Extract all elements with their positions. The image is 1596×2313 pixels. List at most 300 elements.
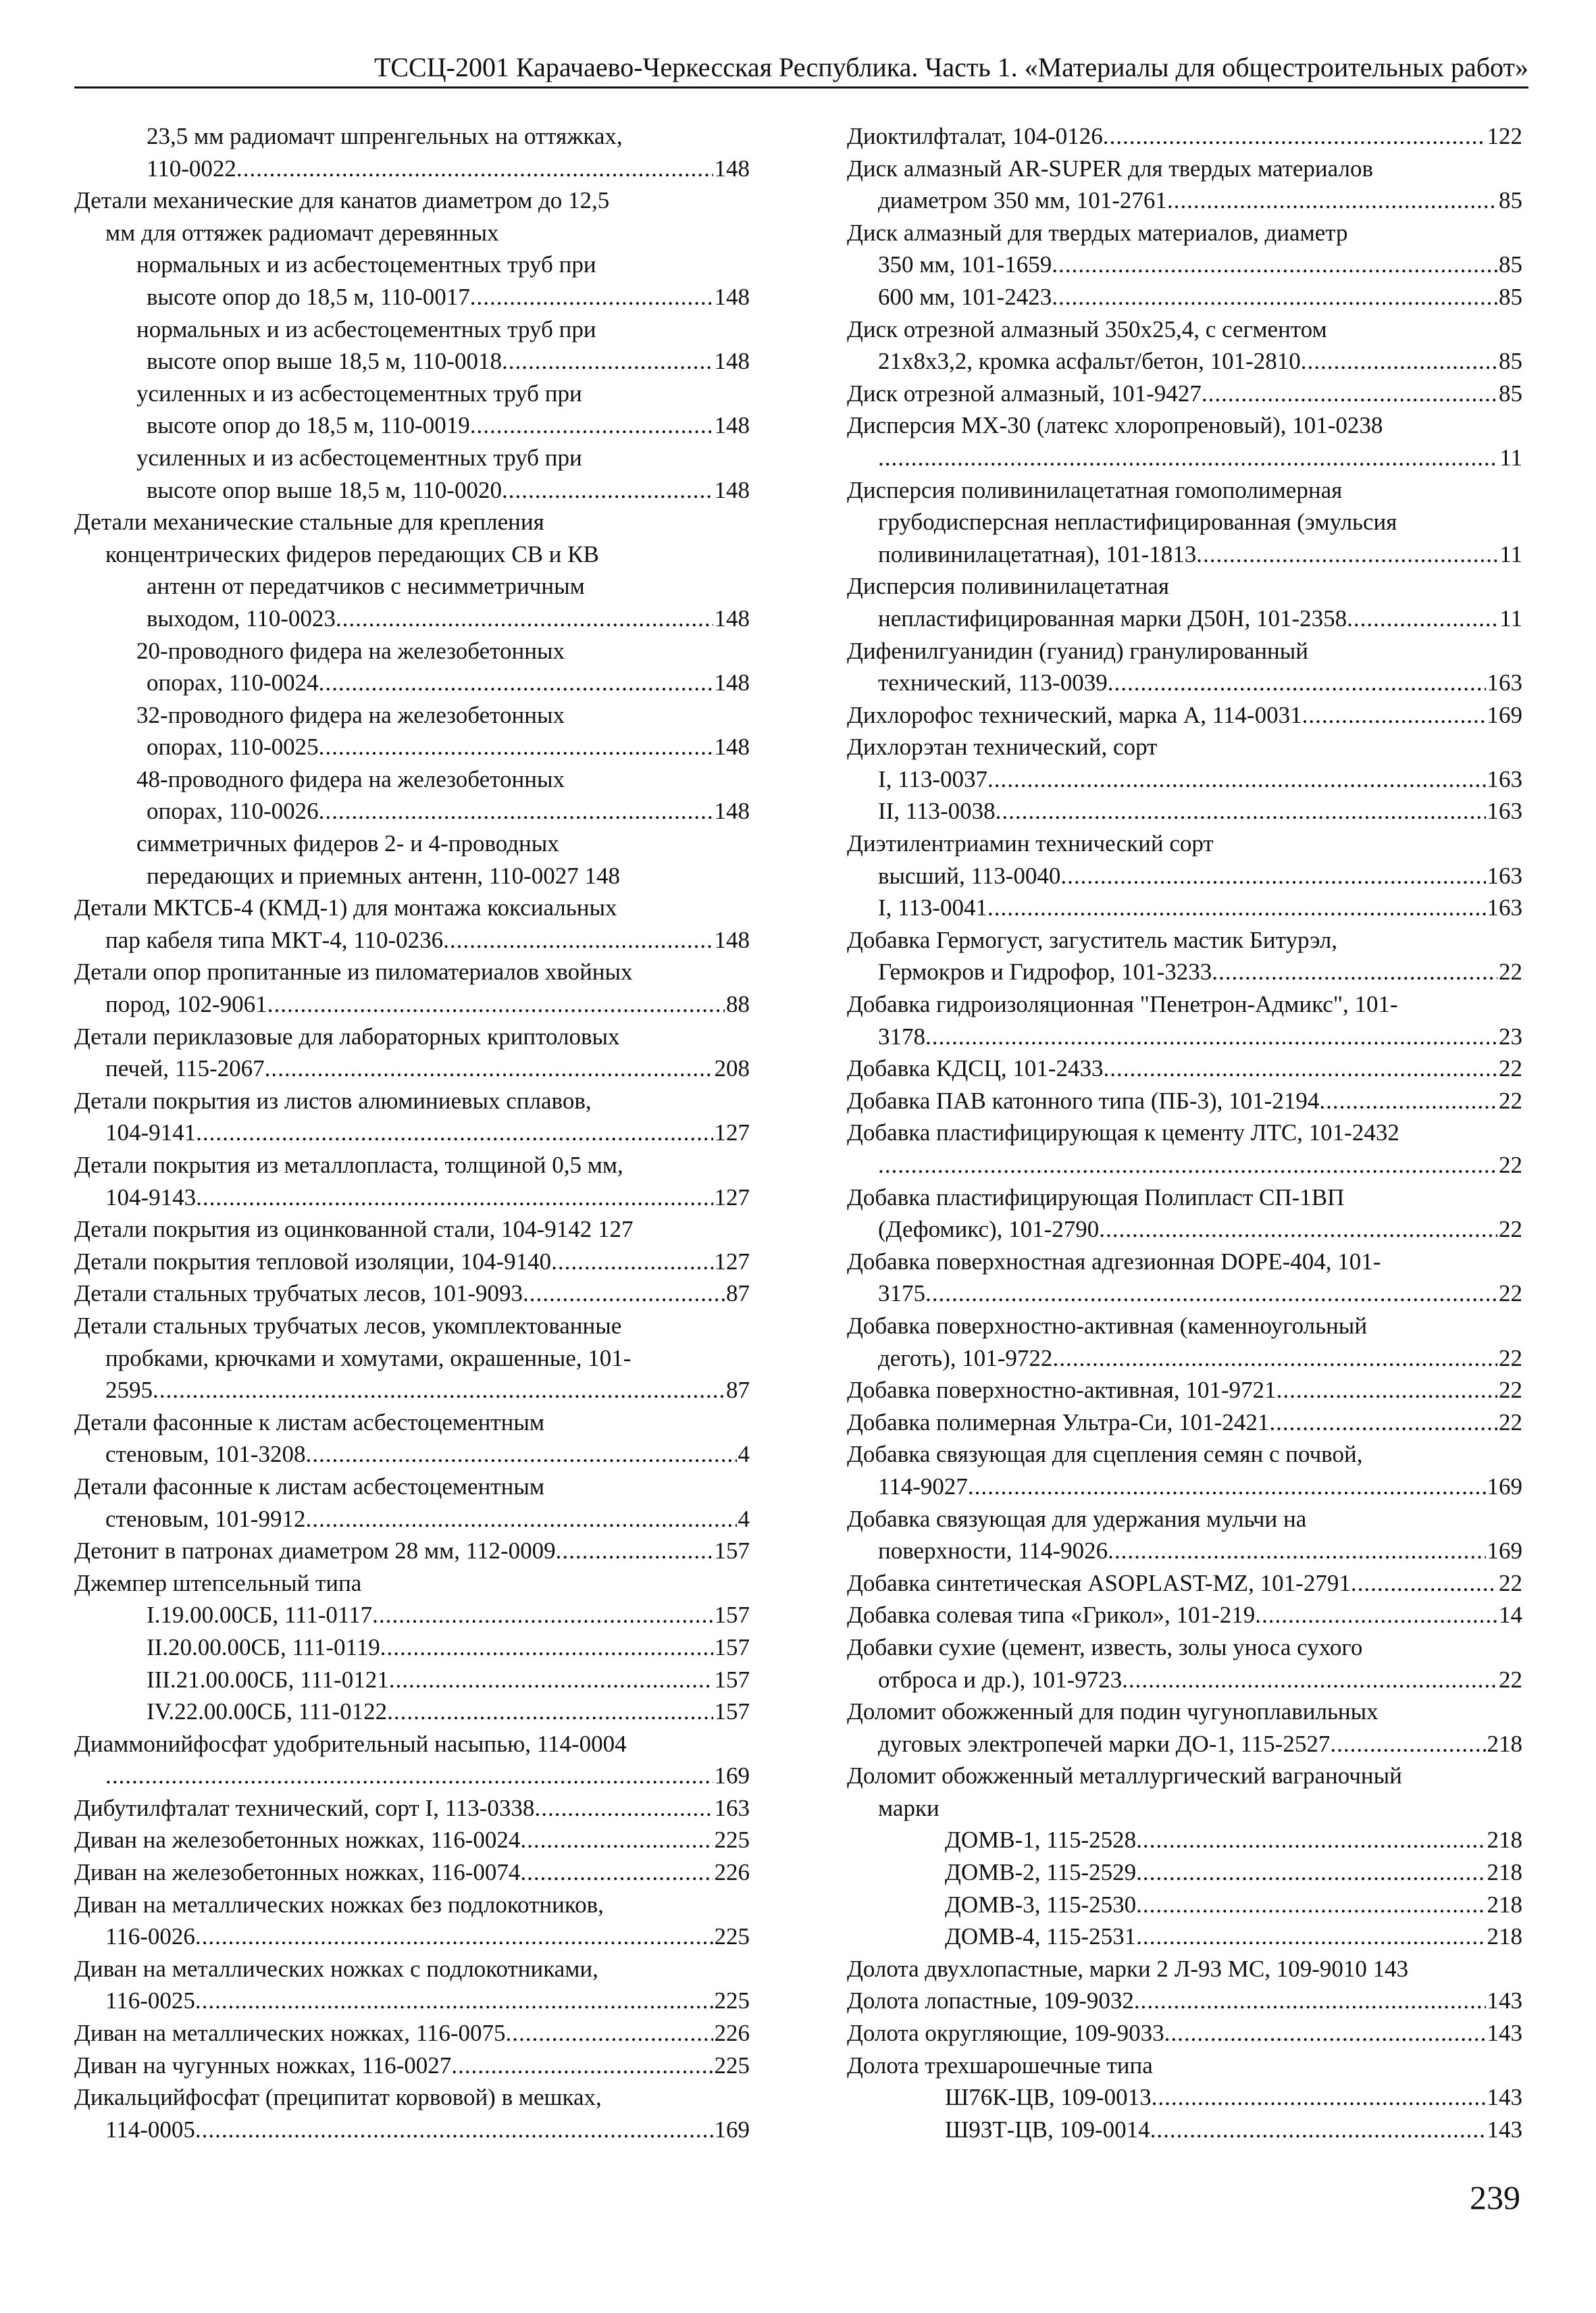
page-reference: 22 [1499,1055,1522,1082]
entry-text: ДОМВ-3, 115-2530 [945,1891,1137,1918]
dot-leader [1150,2114,1486,2146]
index-entry-line [847,2081,1522,2114]
index-entry-line: Доломит обожженный металлургический ваграночный [847,1762,1402,1789]
dot-leader [534,1792,713,1825]
entry-text: Детали стальных трубчатых лесов, 101-9093 [74,1280,523,1307]
dot-leader [1301,345,1497,378]
index-entry [74,828,750,892]
index-entry [74,1792,750,1825]
dot-leader [520,1856,713,1889]
page-reference: 11 [1499,605,1522,632]
index-entry-line [847,2114,1522,2146]
index-entry-line [847,1889,1522,1921]
index-entry [74,1310,750,1406]
index-entry-line [847,1535,1522,1567]
index-entry-line: марки [878,1794,939,1821]
index-entry [847,313,1522,378]
entry-text: технический, 113-0039 [878,669,1108,696]
page-reference: 218 [1487,1923,1522,1950]
index-entry [847,699,1522,732]
index-entry-line: 23,5 мм радиомачт шпренгельных на оттяжках, [147,123,623,149]
page-reference: 157 [714,1666,750,1693]
page-reference: 225 [714,1987,750,2014]
index-entry-line: Добавка поверхностная адгезионная DOPE-404, 101- [847,1248,1381,1275]
dot-leader [451,2050,713,2082]
entry-text: 2595 [105,1377,153,1404]
page-reference: 218 [1487,1827,1522,1854]
dot-leader [502,474,713,507]
index-entry-line [74,1985,750,2017]
index-entry-line: Добавка связующая для удержания мульчи на [847,1505,1307,1532]
index-entry [847,988,1522,1052]
dot-leader [267,988,725,1021]
index-entry-line: Детали стальных трубчатых лесов, укомплектованные [74,1312,622,1339]
page-reference: 225 [714,1923,750,1950]
entry-text: 104-9143 [105,1184,197,1211]
page-reference: 11 [1499,540,1522,567]
dot-leader [1060,860,1485,892]
index-entry-line [847,1213,1522,1246]
index-entry-line [74,1246,750,1278]
index-entry-line [847,1985,1522,2017]
index-entry-line [847,378,1522,410]
page-reference: 169 [714,1762,750,1789]
index-entry [847,1052,1522,1085]
page-reference: 225 [714,1827,750,1854]
index-column-left [74,120,750,2145]
page-reference: 22 [1499,1569,1522,1596]
index-entry-line [847,538,1522,571]
dot-leader [1136,1889,1485,1921]
dot-leader [1052,281,1497,313]
dot-leader [443,924,713,957]
page-reference: 163 [1487,862,1522,889]
page-reference: 22 [1499,1216,1522,1243]
index-entry [847,1599,1522,1631]
index-entry [74,1889,750,1953]
index-entry-line: Добавка связующая для сцепления семян с почвой, [847,1441,1363,1468]
index-entry [847,924,1522,988]
index-entry-line: Диаммонийфосфат удобрительный насыпью, 114-0004 [74,1730,627,1757]
page-reference: 169 [714,2116,750,2143]
dot-leader [105,1760,713,1792]
index-entry-line: Детали механические для канатов диаметром до 12,5 [74,187,610,214]
dot-leader [502,345,713,378]
dot-leader [523,1277,725,1310]
index-entry-line: Детали механические стальные для крепления [74,509,544,536]
entry-text: высший, 113-0040 [878,862,1061,889]
entry-text: 3178 [878,1023,925,1050]
index-entry [847,1567,1522,1600]
index-entry [847,1246,1522,1310]
index-entry [74,1696,750,1728]
index-entry [74,1953,750,2017]
entry-text: деготь), 101-9722 [878,1344,1053,1371]
dot-leader [1103,120,1486,153]
index-entry [847,1438,1522,1502]
page-reference: 163 [1487,669,1522,696]
index-entry-line [847,1856,1522,1889]
page-reference: 163 [1487,765,1522,792]
index-entry-line [74,1374,750,1406]
index-entry-line [847,699,1522,732]
index-entry [847,1953,1522,1985]
dot-leader [196,1181,713,1214]
index-entry [74,2017,750,2050]
index-entry-line [74,1052,750,1085]
dot-leader [1104,1052,1498,1085]
page-reference: 11 [1499,444,1522,471]
entry-text: ДОМВ-4, 115-2531 [945,1923,1137,1950]
page-reference: 22 [1499,1666,1522,1693]
dot-leader [195,1985,713,2017]
index-entry [847,1631,1522,1696]
index-entry-line [847,120,1522,153]
dot-leader [305,1438,736,1471]
dot-leader [925,1021,1497,1053]
dot-leader [380,1631,713,1664]
entry-text: Добавка поверхностно-активная, 101-9721 [847,1377,1277,1404]
index-entry-line: Дихлорэтан технический, сорт [847,734,1158,761]
page-reference: 148 [714,669,750,696]
index-entry [847,217,1522,313]
dot-leader [1164,2017,1486,2050]
index-entry-line [74,281,750,313]
index-entry-line: Добавка пластифицирующая к цементу ЛТС, 101-2432 [847,1119,1399,1146]
page-reference: 148 [714,476,750,503]
page-reference: 143 [1487,2020,1522,2047]
index-entry-line [847,1921,1522,1953]
entry-text: III.21.00.00СБ, 111-0121 [147,1666,389,1693]
entry-text: пород, 102-9061 [105,991,267,1018]
index-entry [847,1985,1522,2017]
dot-leader [470,281,713,313]
index-entry-line [847,442,1522,474]
index-entry-line [74,1503,750,1535]
index-entry [74,184,750,249]
index-entry-line [847,1599,1522,1631]
index-entry-line [74,1277,750,1310]
dot-leader [1136,1921,1485,1953]
index-entry [847,2050,1522,2146]
dot-leader [1330,1728,1485,1760]
dot-leader [319,667,713,699]
index-entry [847,1181,1522,1246]
entry-text: пар кабеля типа МКТ-4, 110-0236 [105,926,444,953]
index-entry-line [847,1471,1522,1503]
entry-text: поливинилацетатная), 101-1813 [878,540,1197,567]
entry-text: Гермокров и Гидрофор, 101-3233 [878,959,1212,986]
page-reference: 87 [726,1280,750,1307]
index-entry-line: пробками, крючками и хомутами, окрашенные, 101- [105,1344,632,1371]
dot-leader [1052,1342,1497,1375]
dot-leader [506,2017,713,2050]
index-entry-line [74,2050,750,2082]
page-reference: 157 [714,1698,750,1725]
dot-leader [878,442,1498,474]
entry-text: 110-0022 [147,155,236,182]
index-entry [847,1760,1522,1953]
entry-text: Добавка полимерная Ультра-Си, 101-2421 [847,1408,1270,1435]
page-reference: 143 [1487,1987,1522,2014]
dot-leader [1134,1985,1486,2017]
index-entry-line: Диван на металлических ножках с подлокотниками, [74,1955,598,1982]
entry-text: I, 113-0037 [878,765,988,792]
entry-text: Добавка КДСЦ, 101-2433 [847,1055,1104,1082]
entry-text: 21x8x3,2, кромка асфальт/бетон, 101-2810 [878,348,1301,375]
index-entry-line: Джемпер штепсельный типа [74,1569,362,1596]
entry-text: 116-0026 [105,1923,195,1950]
dot-leader [1052,249,1497,281]
page-reference: 85 [1499,187,1522,214]
entry-text: II.20.00.00СБ, 111-0119 [147,1633,380,1660]
entry-text: Детонит в патронах диаметром 28 мм, 112-0009 [74,1537,556,1565]
dot-leader [196,1117,713,1149]
page-reference: 163 [1487,894,1522,921]
index-entry-line: Добавки сухие (цемент, известь, золы уноса сухого [847,1633,1363,1660]
entry-text: дуговых электропечей марки ДО-1, 115-2527 [878,1730,1331,1757]
index-entry-line [74,409,750,442]
page-reference: 163 [1487,798,1522,825]
dot-leader [1277,1374,1497,1406]
entry-text: II, 113-0038 [878,798,996,825]
index-entry-line [847,1406,1522,1439]
dot-leader [968,1471,1486,1503]
index-entry-line [847,1277,1522,1310]
dot-leader [1269,1406,1497,1439]
dot-leader [1202,378,1497,410]
dot-leader [195,1921,713,1953]
index-entry-line [74,1824,750,1856]
page-reference: 169 [1487,1537,1522,1565]
dot-leader [551,1246,713,1278]
index-entry [74,763,750,828]
entry-text: высоте опор до 18,5 м, 110-0017 [147,283,470,310]
page-reference: 226 [714,2020,750,2047]
page-reference: 22 [1499,959,1522,986]
page-reference: 148 [714,926,750,953]
index-entry-line: Долота трехшарошечные типа [847,2052,1153,2079]
index-entry [74,2081,750,2145]
page-reference: 22 [1499,1408,1522,1435]
dot-leader [387,1696,713,1728]
entry-text: диаметром 350 мм, 101-2761 [878,187,1167,214]
dot-leader [470,409,713,442]
page-reference: 208 [714,1055,750,1082]
page-reference: 218 [1487,1730,1522,1757]
dot-leader [987,763,1485,796]
index-entry-line: Детали опор пропитанные из пиломатериалов хвойных [74,959,633,986]
index-entry [74,1471,750,1535]
index-entry [847,2017,1522,2050]
index-entry-line [74,153,750,185]
entry-text: Диск отрезной алмазный, 101-9427 [847,380,1202,407]
page-reference: 226 [714,1859,750,1886]
index-entry-line: Дисперсия поливинилацетатная гомополимерная [847,476,1343,503]
index-entry [74,1213,750,1246]
index-entry-line [847,763,1522,796]
index-entry-line [74,1631,750,1664]
index-entry [847,1310,1522,1374]
index-entry-line: Детали покрытия из металлопласта, толщиной 0,5 мм, [74,1152,623,1178]
running-header: ТССЦ-2001 Карачаево-Черкесская Республика. Часть 1. «Материалы для общестроительных работ» [74,53,1528,88]
entry-text: опорах, 110-0026 [147,798,319,825]
entry-text: высоте опор до 18,5 м, 110-0019 [147,412,470,439]
index-entry [74,1824,750,1856]
entry-text: (Дефомикс), 101-2790 [878,1216,1100,1243]
index-entry-line: 32-проводного фидера на железобетонных [136,701,565,728]
index-entry-line: нормальных и из асбестоцементных труб при [136,251,596,278]
index-entry-line [74,667,750,699]
entry-text: Диоктилфталат, 104-0126 [847,123,1103,149]
index-entry [847,409,1522,474]
index-entry [74,1856,750,1889]
index-entry [74,1021,750,1085]
dot-leader [236,153,713,185]
dot-leader [520,1824,713,1856]
index-entry [847,1503,1522,1567]
entry-text: Дихлорофос технический, марка А, 114-0031 [847,701,1302,728]
index-entry [74,249,750,313]
index-entry-line [74,1792,750,1825]
entry-text: Добавка солевая типа «Грикол», 101-219 [847,1602,1256,1629]
index-entry [74,313,750,378]
index-entry-line: нормальных и из асбестоцементных труб при [136,315,596,342]
entry-text: высоте опор выше 18,5 м, 110-0020 [147,476,502,503]
dot-leader [336,603,713,635]
index-entry-line [847,184,1522,217]
index-entry-line [74,795,750,828]
index-entry-line [74,1181,750,1214]
entry-text: Диван на железобетонных ножках, 116-0024 [74,1827,521,1854]
dot-leader [556,1535,713,1567]
index-entry-line: Диск алмазный AR-SUPER для твердых материалов [847,155,1373,182]
page-reference: 157 [714,1633,750,1660]
index-entry-line [847,795,1522,828]
dot-leader [996,795,1486,828]
index-entry [847,1374,1522,1406]
entry-text: Дибутилфталат технический, сорт I, 113-0338 [74,1794,535,1821]
index-entry [74,1277,750,1310]
entry-text: стеновым, 101-3208 [105,1441,306,1468]
page-reference: 148 [714,348,750,375]
index-entry-line [74,731,750,763]
index-entry [74,1664,750,1696]
entry-text: 3175 [878,1280,925,1307]
entry-text: 104-9141 [105,1119,197,1146]
index-entry [847,1085,1522,1117]
index-entry [74,1728,750,1792]
index-entry [847,828,1522,924]
page-reference: 143 [1487,2116,1522,2143]
index-entry-line: передающих и приемных антенн, 110-0027 148 [147,862,621,889]
index-entry-line [847,345,1522,378]
page-reference: 22 [1499,1087,1522,1114]
entry-text: высоте опор выше 18,5 м, 110-0018 [147,348,502,375]
index-column-right [847,120,1522,2145]
dot-leader [1108,667,1486,699]
index-entry-line [74,1856,750,1889]
index-entry-line: Дисперсия поливинилацетатная [847,573,1169,600]
index-entry [74,1149,750,1213]
dot-leader [389,1664,713,1696]
entry-text: I.19.00.00СБ, 111-0117 [147,1602,373,1629]
index-entry-line: Диск алмазный для твердых материалов, диаметр [847,219,1348,246]
page-reference: 148 [714,155,750,182]
page-reference: 148 [714,412,750,439]
page-reference: 127 [714,1248,750,1275]
index-entry [74,956,750,1020]
index-entry-line: антенн от передатчиков с несимметричным [147,573,585,600]
page-reference: 23 [1499,1023,1522,1050]
index-entry [847,1696,1522,1760]
index-entry [74,1567,750,1600]
index-entry-line [74,1599,750,1631]
index-entry-line [847,1052,1522,1085]
entry-text: поверхности, 114-9026 [878,1537,1108,1565]
page-reference: 4 [738,1441,750,1468]
dot-leader [319,795,713,828]
index-entry-line [74,1921,750,1953]
page-reference: 85 [1499,380,1522,407]
entry-text: непластифицированная марки Д50Н, 101-2358 [878,605,1347,632]
page-reference: 148 [714,283,750,310]
index-entry [74,120,750,184]
index-entry [74,378,750,442]
entry-text: Диван на металлических ножках, 116-0075 [74,2020,506,2047]
index-entry [74,2050,750,2082]
index-entry-line: Добавка Гермогуст, загуститель мастик Битурэл, [847,926,1337,953]
index-entry-line: симметричных фидеров 2- и 4-проводных [136,830,559,857]
index-entry [847,153,1522,217]
index-entry-line [847,860,1522,892]
index-entry-line [847,1824,1522,1856]
index-entry-line: Дисперсия МХ-30 (латекс хлоропреновый), 101-0238 [847,412,1383,439]
entry-text: 114-9027 [878,1473,968,1500]
dot-leader [1255,1599,1497,1631]
entry-text: I, 113-0041 [878,894,988,921]
entry-text: Диван на чугунных ножках, 116-0027 [74,2052,452,2079]
index-entry-line [74,1696,750,1728]
index-entry-line [847,1567,1522,1600]
page-reference: 22 [1499,1152,1522,1178]
index-entry [74,1535,750,1567]
entry-text: Долота округляющие, 109-9033 [847,2020,1164,2047]
index-entry-line [847,1085,1522,1117]
page-reference: 4 [738,1505,750,1532]
dot-leader [305,1503,736,1535]
index-entry-line [847,1149,1522,1181]
index-entry-line [847,667,1522,699]
dot-leader [1347,603,1498,635]
index-entry-line [847,249,1522,281]
index-entry-line: Доломит обожженный для подин чугуноплавильных [847,1698,1379,1725]
index-entry-line [74,1535,750,1567]
entry-text: Добавка ПАВ катонного типа (ПБ-3), 101-2194 [847,1087,1320,1114]
entry-text: 114-0005 [105,2116,195,2143]
page-reference: 122 [1487,123,1522,149]
dot-leader [1302,699,1486,732]
index-entry [74,1246,750,1278]
dot-leader [1196,538,1498,571]
dot-leader [987,892,1485,924]
page-number: 239 [1470,2179,1520,2216]
index-entry-line: Детали фасонные к листам асбестоцементным [74,1473,544,1500]
dot-leader [319,731,713,763]
page-reference: 157 [714,1537,750,1565]
index-entry-line: Диван на металлических ножках без подлокотников, [74,1891,604,1918]
index-entry-line [847,956,1522,988]
